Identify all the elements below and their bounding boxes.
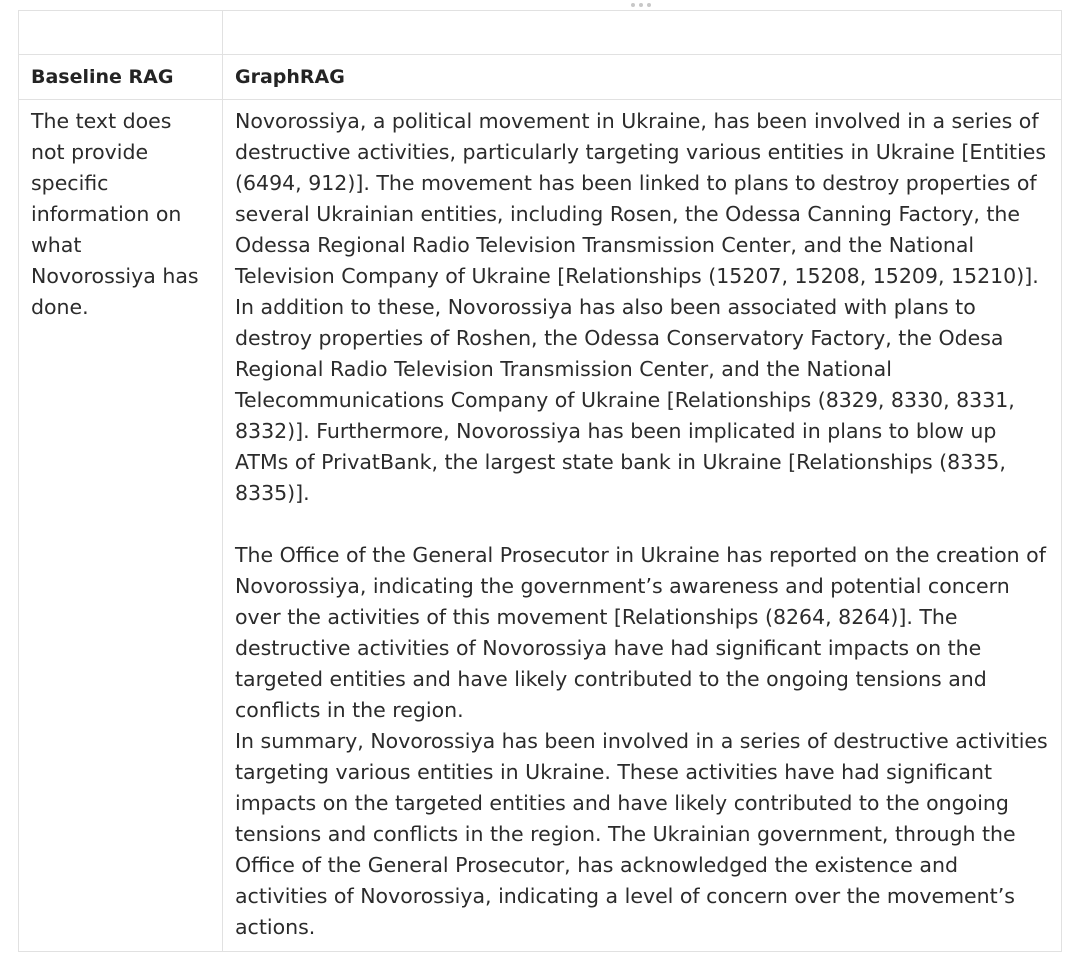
baseline-answer-cell[interactable] bbox=[19, 100, 223, 952]
header-baseline-rag[interactable]: Baseline RAG bbox=[19, 55, 223, 100]
comparison-table bbox=[18, 10, 1062, 952]
baseline-answer-text: The text does not provide specific information on what Novorossiya has done. bbox=[31, 109, 199, 319]
empty-cell[interactable] bbox=[223, 11, 1062, 55]
header-graphrag[interactable]: GraphRAG bbox=[223, 55, 1062, 100]
graphrag-paragraph-3: In summary, Novorossiya has been involved in a series of destructive activities targeting various entities in Ukraine. These activities have had significant impacts on the targeted entities and have likely contributed to the ongoing tensions and conflicts in the region. The Ukrainian government, through the Office of the General Prosecutor, has acknowledged the existence and activities of Novorossiya, indicating a level of concern over the movement’s actions. bbox=[235, 729, 1048, 939]
empty-row bbox=[19, 11, 1062, 55]
drag-dot bbox=[647, 3, 651, 7]
header-row bbox=[19, 55, 1062, 100]
graphrag-answer-cell[interactable] bbox=[223, 100, 1062, 952]
paragraph-spacer bbox=[235, 509, 1049, 540]
answer-row bbox=[19, 100, 1062, 952]
drag-dot bbox=[639, 3, 643, 7]
graphrag-paragraph-1: Novorossiya, a political movement in Ukraine, has been involved in a series of destructive activities, particularly targeting various entities in Ukraine [Entities (6494, 912)]. The movement has been linked to plans to destroy properties of several Ukrainian entities, including Rosen, the Odessa Canning Factory, the Odessa Regional Radio Television Transmission Center, and the National Television Company of Ukraine [Relationships (15207, 15208, 15209, 15210)]. In addition to these, Novorossiya has also been associated with plans to destroy properties of Roshen, the Odessa Conservatory Factory, the Odesa Regional Radio Television Transmission Center, and the National Telecommunications Company of Ukraine [Relationships (8329, 8330, 8331, 8332)]. Furthermore, Novorossiya has been implicated in plans to blow up ATMs of PrivatBank, the largest state bank in Ukraine [Relationships (8335, 8335)]. bbox=[235, 109, 1047, 505]
empty-cell[interactable] bbox=[19, 11, 223, 55]
drag-dot bbox=[631, 3, 635, 7]
graphrag-paragraph-2: The Office of the General Prosecutor in Ukraine has reported on the creation of Novorossiya, indicating the government’s awareness and potential concern over the activities of this movement [Relationships (8264, 8264)]. The destructive activities of Novorossiya have had significant impacts on the targeted entities and have likely contributed to the ongoing tensions and conflicts in the region. bbox=[235, 543, 1046, 722]
drag-handle-icon[interactable] bbox=[631, 2, 651, 8]
